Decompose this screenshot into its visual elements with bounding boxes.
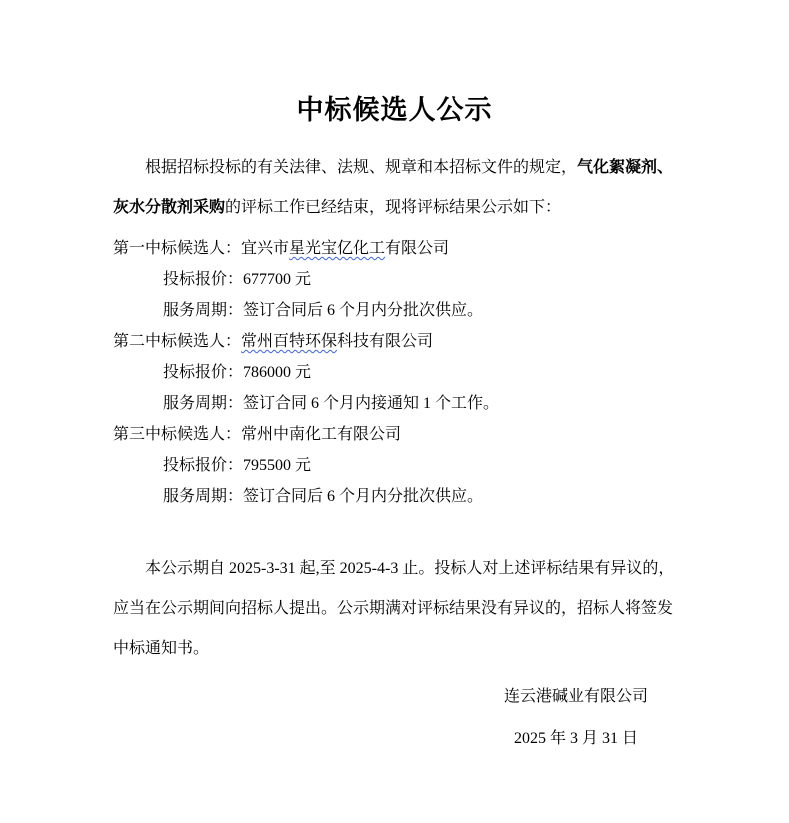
- service-period-line: 服务周期：签订合同后 6 个月内分批次供应。: [163, 488, 484, 505]
- company-name-suffix: 科技有限公司: [337, 333, 434, 350]
- intro-line2-bold: 灰水分散剂采购: [113, 199, 226, 216]
- company-name-suffix: 有限公司: [385, 240, 450, 257]
- closing-line-3: 中标通知书。: [113, 640, 210, 657]
- candidate-label: 第一中标候选人：: [113, 240, 242, 257]
- intro-paragraph: [113, 148, 689, 228]
- candidate-label: 第三中标候选人：: [113, 426, 242, 443]
- intro-line1-normal: 根据招标投标的有关法律、法规、规章和本招标文件的规定，: [145, 159, 578, 176]
- bid-price-line: 投标报价：795500 元: [163, 457, 312, 474]
- service-period-line: 服务周期：签订合同 6 个月内接通知 1 个工作。: [163, 395, 500, 412]
- closing-paragraph: [113, 549, 689, 669]
- signature-company: 连云港碱业有限公司: [503, 688, 648, 705]
- company-name-prefix: 常州中南化工有限公司: [241, 426, 402, 443]
- candidate-name-line: [113, 233, 789, 264]
- candidate-block-1: [113, 233, 789, 326]
- bid-price-line: 投标报价：786000 元: [163, 364, 312, 381]
- intro-line2-normal: 的评标工作已经结束，现将评标结果公示如下：: [225, 199, 562, 216]
- intro-line-1: [113, 148, 689, 188]
- signature-date: 2025 年 3 月 31 日: [513, 730, 638, 747]
- bid-price-line: 投标报价：677700 元: [163, 271, 312, 288]
- candidate-block-2: [113, 326, 789, 419]
- closing-line-1: 本公示期自 2025-3-31 起,至 2025-4-3 止。投标人对上述评标结果有异议的，: [145, 560, 675, 577]
- intro-line-2: [113, 188, 689, 228]
- page-title: 中标候选人公示: [296, 95, 493, 125]
- candidate-name-line: [113, 419, 789, 450]
- company-name-spellchecked: 星光宝亿化工: [289, 240, 386, 257]
- closing-line-2: 应当在公示期间向招标人提出。公示期满对评标结果没有异议的，招标人将签发: [113, 600, 674, 617]
- company-name-spellchecked: 常州百特环保: [241, 333, 338, 350]
- company-name-prefix: 宜兴市: [241, 240, 290, 257]
- service-period-line: 服务周期：签订合同后 6 个月内分批次供应。: [163, 302, 484, 319]
- candidates-list: [113, 233, 789, 512]
- signature-block: [456, 676, 696, 760]
- candidate-name-line: [113, 326, 789, 357]
- candidate-block-3: [113, 419, 789, 512]
- candidate-label: 第二中标候选人：: [113, 333, 242, 350]
- intro-line1-bold: 气化絮凝剂、: [577, 159, 674, 176]
